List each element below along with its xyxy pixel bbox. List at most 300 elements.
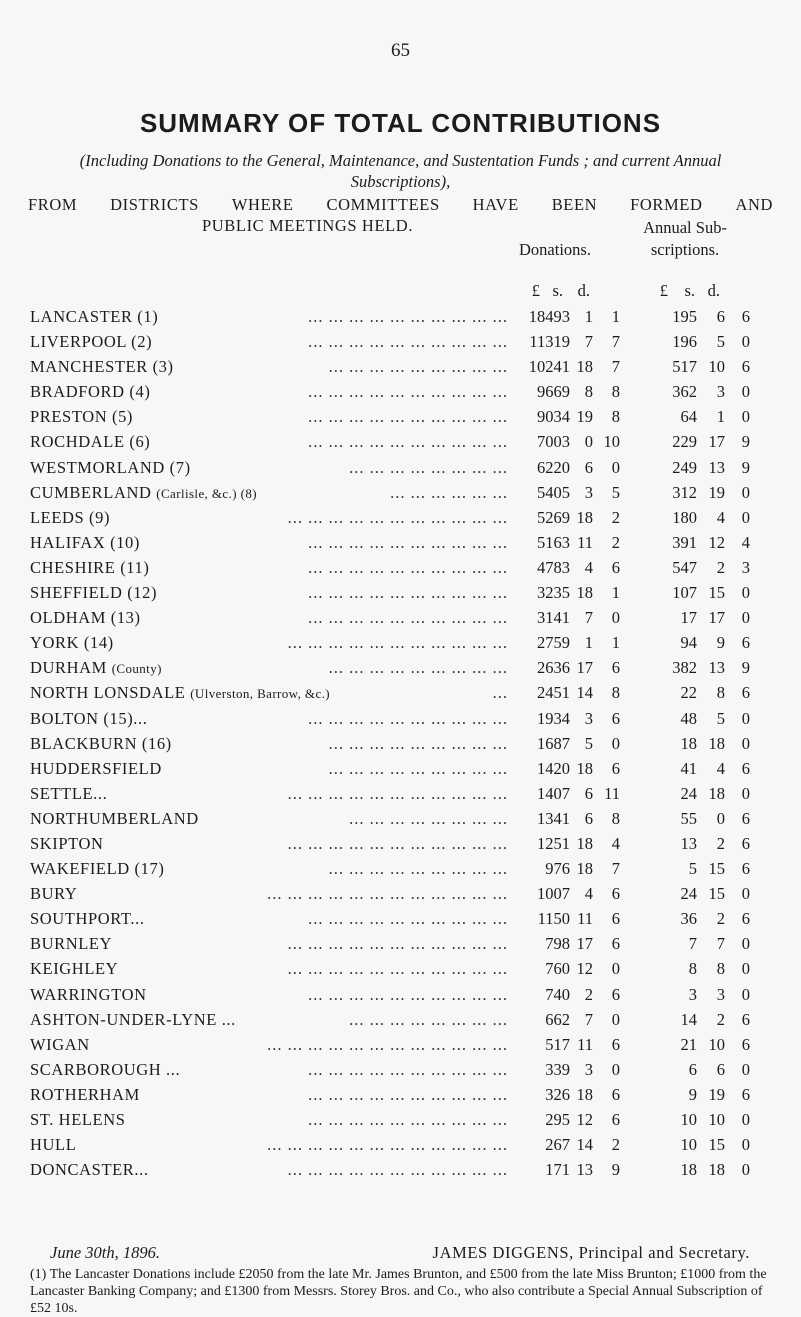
subscription-pounds: 391 [672,532,697,552]
donation-shillings: 11 [577,532,593,552]
subscription-shillings: 6 [716,307,725,326]
subscription-shillings: 10 [708,357,725,377]
district-name [30,781,107,806]
subscription-shillings: 9 [716,633,725,653]
donation-pence: 10 [603,432,620,452]
leader-dots: ... ... ... ... ... ... ... ... ... ... ... [287,783,508,803]
donation-pounds: 18493 [528,307,570,326]
leader-dots: ... ... ... ... ... ... ... ... ... ... [308,532,508,552]
district-name-main: CHESHIRE (11) [30,557,150,577]
subscription-pence: 6 [741,1009,750,1029]
subscription-pence: 9 [741,457,750,477]
donation-pounds: 5405 [537,482,570,502]
donation-pounds: 976 [545,859,570,879]
leader-dots: ... ... ... ... ... ... ... ... ... [328,733,508,753]
donation-pounds: 7003 [537,432,570,452]
donation-pounds: 6220 [537,457,570,477]
district-name [30,429,150,454]
subscription-shillings: 7 [716,934,725,954]
subscription-pounds: 3 [688,984,697,1004]
subscription-pounds: 517 [672,357,697,377]
districts-heading-word: BEEN [551,195,598,214]
district-name-main: SHEFFIELD (12) [30,583,158,603]
district-name [30,329,152,354]
col-head-subscriptions-1: Annual Sub- [643,218,727,237]
donation-pounds: 171 [545,1160,570,1180]
donation-shillings: 6 [584,457,593,477]
subscription-shillings: 3 [716,984,725,1004]
district-name-detail: (County) [111,661,162,677]
subscription-shillings: 0 [716,808,725,828]
donation-pence: 0 [611,457,620,477]
subscription-pence: 0 [741,1059,750,1079]
donation-shillings: 6 [584,783,593,803]
subscription-pounds: 41 [680,758,697,778]
subscription-shillings: 6 [716,1059,725,1079]
district-name [30,881,77,906]
district-name-main: LEEDS (9) [30,507,111,527]
subscription-pence: 0 [741,1160,750,1180]
subscription-pence: 6 [741,307,750,326]
subscription-pence: 0 [741,984,750,1004]
donation-shillings: 14 [576,683,593,703]
subscription-pence: 6 [741,1034,750,1054]
subscription-shillings: 15 [708,884,725,904]
subscription-pounds: 21 [680,1034,697,1054]
donation-pence: 8 [611,382,620,402]
donation-pence: 7 [611,859,620,879]
donation-pounds: 1150 [537,909,570,929]
donation-pence: 8 [611,683,620,703]
subscription-pence: 0 [741,482,750,502]
district-name-main: LANCASTER (1) [30,307,159,326]
donation-pounds: 339 [545,1059,570,1079]
donation-pence: 2 [611,507,620,527]
subscription-pence: 3 [741,557,750,577]
district-name-main: BLACKBURN (16) [30,733,172,753]
subscription-pence: 0 [741,507,750,527]
subscription-shillings: 18 [708,1160,725,1180]
subscription-pence: 0 [741,608,750,628]
district-name [30,1132,76,1157]
subscription-shillings: 4 [716,507,725,527]
donation-shillings: 18 [576,507,593,527]
donation-pounds: 3141 [537,608,570,628]
donation-pence: 11 [604,783,620,803]
donation-pence: 2 [611,1135,620,1155]
district-name-detail: (Ulverston, Barrow, &c.) [190,686,330,702]
subscription-shillings: 3 [716,382,725,402]
donation-pence: 6 [611,884,620,904]
subscription-pence: 0 [741,884,750,904]
district-name-main: SCARBOROUGH ... [30,1059,181,1079]
subscription-pounds: 13 [680,833,697,853]
subscription-pounds: 362 [672,382,697,402]
donation-shillings: 11 [577,1034,593,1054]
subscription-pence: 9 [741,658,750,678]
leader-dots: ... ... ... ... ... ... ... ... ... ... [308,909,508,929]
subscription-pence: 0 [741,332,750,352]
subscription-shillings: 12 [708,532,725,552]
subscription-pounds: 107 [672,583,697,603]
subscription-shillings: 15 [708,859,725,879]
donation-shillings: 13 [576,1160,593,1180]
leader-dots: ... ... ... ... ... ... ... ... ... ... [308,984,508,1004]
subscription-shillings: 18 [708,783,725,803]
district-name [30,379,150,404]
subscription-pounds: 10 [680,1110,697,1129]
district-name-main: SOUTHPORT... [30,909,145,929]
donation-pounds: 295 [545,1110,570,1129]
subscription-shillings: 8 [716,683,725,703]
subscription-pounds: 22 [680,683,697,703]
subscription-pence: 6 [741,859,750,879]
leader-dots: ... ... ... ... ... ... ... ... ... ... ... [287,507,508,527]
district-name [30,1032,90,1057]
district-name-main: WIGAN [30,1034,90,1054]
district-name [30,1157,149,1182]
donation-shillings: 18 [576,758,593,778]
subscription-shillings: 19 [708,1084,725,1104]
donation-pence: 6 [611,1034,620,1054]
donation-pounds: 3235 [537,583,570,603]
subscription-shillings: 17 [708,432,725,452]
district-name [30,505,110,530]
donation-shillings: 1 [584,307,593,326]
subscription-pence: 9 [741,432,750,452]
unit-don-pence: d. [577,281,590,300]
subscription-pounds: 547 [672,557,697,577]
district-name-detail: (Carlisle, &c.) (8) [156,485,257,501]
donation-pounds: 798 [545,934,570,954]
leader-dots: ... ... ... ... ... ... ... ... [349,808,508,828]
donation-pence: 1 [611,307,620,326]
subscription-pence: 0 [741,783,750,803]
donation-shillings: 4 [584,884,593,904]
donation-shillings: 7 [584,608,593,628]
subscription-shillings: 17 [708,608,725,628]
subscription-pence: 0 [741,382,750,402]
districts-heading-word: HAVE [472,195,519,214]
donation-pounds: 5269 [537,507,570,527]
district-name [30,404,133,429]
district-name-main: HALIFAX (10) [30,532,141,552]
district-name [30,706,148,731]
signature-line [50,1243,750,1263]
subscription-shillings: 15 [708,583,725,603]
district-name-main: BURY [30,884,78,904]
page-number: 65 [391,40,410,61]
subscription-shillings: 5 [716,708,725,728]
districts-heading-word: WHERE [231,195,294,214]
leader-dots: ... ... ... ... ... ... ... ... ... ... [308,608,508,628]
leader-dots: ... ... ... ... ... ... ... ... ... ... [308,1059,508,1079]
district-name [30,630,114,655]
donation-shillings: 11 [577,909,593,929]
donation-pounds: 2759 [537,633,570,653]
signature-name: JAMES DIGGENS, Principal and Secretary. [432,1243,750,1262]
donation-shillings: 12 [576,959,593,979]
donation-pounds: 1007 [537,884,570,904]
donation-shillings: 18 [576,583,593,603]
subscription-pence: 6 [741,1084,750,1104]
donation-shillings: 18 [576,1084,593,1104]
district-name [30,530,140,555]
donation-shillings: 0 [584,432,593,452]
district-name [30,1057,180,1082]
district-name-main: HUDDERSFIELD [30,758,162,778]
donation-pence: 8 [611,407,620,427]
donation-pounds: 1420 [537,758,570,778]
district-name [30,354,174,379]
subscription-pounds: 312 [672,482,697,502]
donation-shillings: 5 [584,733,593,753]
subscription-pence: 6 [741,758,750,778]
leader-dots: ... ... ... ... ... ... ... ... ... [328,758,508,778]
unit-don-shillings: s. [552,281,563,300]
donation-pence: 6 [611,658,620,678]
donation-pounds: 1251 [537,833,570,853]
leader-dots: ... ... ... ... ... ... ... ... ... [328,658,508,678]
donation-shillings: 6 [584,808,593,828]
subscription-pounds: 48 [680,708,697,728]
donation-pounds: 326 [545,1084,570,1104]
leader-dots: ... ... ... ... ... ... ... ... ... ... ... [287,934,508,954]
col-head-subscriptions-2: scriptions. [650,240,720,259]
donation-pence: 6 [611,934,620,954]
subtitle: (Including Donations to the General, Maintenance, and Sustentation Funds ; and current Annual Subscriptions), [79,151,722,191]
subscription-shillings: 2 [716,909,725,929]
subscription-shillings: 2 [716,833,725,853]
district-name [30,680,330,706]
subscription-shillings: 15 [708,1135,725,1155]
donation-pence: 6 [611,557,620,577]
subscription-pounds: 18 [680,733,697,753]
donation-shillings: 3 [584,1059,593,1079]
leader-dots: ... ... ... ... ... ... ... ... ... ... ... ... [267,1135,508,1155]
leader-dots: ... ... ... ... ... ... ... ... ... ... [308,708,508,728]
donation-pence: 6 [611,984,620,1004]
district-name [30,756,162,781]
leader-dots: ... ... ... ... ... ... ... ... ... ... ... ... [267,1034,508,1054]
subscription-shillings: 4 [716,758,725,778]
district-name-main: HULL [30,1135,77,1155]
district-name-main: BURNLEY [30,934,113,954]
donation-pence: 6 [611,1084,620,1104]
subscription-shillings: 5 [716,332,725,352]
district-name-main: SETTLE... [30,783,108,803]
districts-heading-word: COMMITTEES [326,195,440,214]
subscription-pence: 0 [741,1135,750,1155]
subscription-pence: 0 [741,407,750,427]
donation-pounds: 9669 [537,382,570,402]
district-name [30,480,257,506]
subscription-pence: 6 [741,909,750,929]
subscription-pence: 0 [741,959,750,979]
district-name-main: LIVERPOOL (2) [30,332,153,352]
leader-dots: ... ... ... ... ... ... ... ... ... [328,859,508,879]
district-name-main: NORTHUMBERLAND [30,808,199,828]
donation-shillings: 2 [584,984,593,1004]
donation-shillings: 4 [584,557,593,577]
district-name-main: OLDHAM (13) [30,608,141,628]
donation-pounds: 517 [545,1034,570,1054]
leader-dots: ... ... ... ... ... ... ... ... ... ... [308,407,508,427]
donation-pence: 6 [611,708,620,728]
district-name-main: DURHAM [30,658,107,678]
district-name [30,931,112,956]
donation-pounds: 740 [545,984,570,1004]
subscription-pence: 6 [741,808,750,828]
subscription-pence: 6 [741,833,750,853]
donation-shillings: 18 [576,859,593,879]
donation-pence: 6 [611,758,620,778]
leader-dots: ... ... ... ... ... ... ... ... ... ... ... ... [267,884,508,904]
donation-shillings: 3 [584,708,593,728]
donation-pence: 0 [611,733,620,753]
subscription-shillings: 13 [708,658,725,678]
leader-dots: ... ... ... ... ... ... [390,482,508,502]
district-name [30,856,164,881]
signature-date: June 30th, 1896. [50,1243,160,1262]
donation-shillings: 14 [576,1135,593,1155]
districts-heading-word: FORMED [630,195,703,214]
subscription-pence: 6 [741,357,750,377]
subscription-shillings: 2 [716,557,725,577]
donation-pence: 2 [611,532,620,552]
district-name-main: DONCASTER... [30,1160,149,1180]
subscription-shillings: 2 [716,1009,725,1029]
subscription-shillings: 13 [708,457,725,477]
subscription-pounds: 64 [680,407,697,427]
subscription-pounds: 195 [672,307,697,326]
donation-pounds: 1687 [537,733,570,753]
leader-dots: ... ... ... ... ... ... ... ... [349,457,508,477]
district-name-main: SKIPTON [30,833,104,853]
district-name-main: KEIGHLEY [30,959,119,979]
districts-heading-line2: PUBLIC MEETINGS HELD. [202,216,414,235]
leader-dots: ... ... ... ... ... ... ... ... ... ... [308,583,508,603]
district-name [30,956,118,981]
district-name-main: YORK (14) [30,633,114,653]
leader-dots: ... ... ... ... ... ... ... ... ... ... [308,307,508,326]
district-name-main: BOLTON (15)... [30,708,148,728]
footnote: (1) The Lancaster Donations include £2050 from the late Mr. James Brunton, and £500 from the late Miss Brunton; £1000 from the Lancaster Banking Company; and £1300 from Messrs. Storey Bros. and Co., who also contribute a Special Annual Subscription of £52 10s. [30,1267,767,1316]
subscription-pounds: 7 [688,934,697,954]
donation-pounds: 267 [545,1135,570,1155]
leader-dots: ... ... ... ... ... ... ... ... ... ... [308,432,508,452]
subscription-pence: 0 [741,583,750,603]
district-name-main: ROTHERHAM [30,1084,140,1104]
donation-pounds: 760 [545,959,570,979]
donation-pence: 9 [611,1160,620,1180]
subscription-shillings: 10 [708,1034,725,1054]
donation-pounds: 5163 [537,532,570,552]
leader-dots: ... ... ... ... ... ... ... ... ... ... ... [287,633,508,653]
subscription-pounds: 36 [680,909,697,929]
subscription-pounds: 24 [680,884,697,904]
donation-pounds: 4783 [537,557,570,577]
subscription-pounds: 10 [680,1135,697,1155]
district-name [30,1107,126,1132]
donation-shillings: 1 [584,633,593,653]
donation-pence: 7 [611,357,620,377]
donation-pence: 7 [611,332,620,352]
leader-dots: ... ... ... ... ... ... ... ... ... ... [308,1084,508,1104]
subscription-pounds: 229 [672,432,697,452]
district-name [30,982,147,1007]
donation-pence: 0 [611,959,620,979]
subscription-pence: 4 [741,532,750,552]
subscription-pounds: 6 [688,1059,697,1079]
page-title: SUMMARY OF TOTAL CONTRIBUTIONS [139,108,662,138]
donation-pounds: 1341 [537,808,570,828]
district-name-main: ROCHDALE (6) [30,432,151,452]
donation-pounds: 1934 [537,708,570,728]
district-name [30,731,172,756]
subscription-pounds: 196 [672,332,697,352]
subscription-pence: 6 [741,633,750,653]
unit-don-pounds: £ [531,281,540,300]
subscription-pounds: 8 [688,959,697,979]
donation-shillings: 12 [576,1110,593,1129]
district-name-main: WARRINGTON [30,984,147,1004]
subscription-pounds: 18 [680,1160,697,1180]
district-name [30,1082,140,1107]
donation-shillings: 7 [584,1009,593,1029]
district-name-main: PRESTON (5) [30,407,134,427]
donation-pounds: 1407 [537,783,570,803]
subscription-pounds: 17 [680,608,697,628]
unit-sub-pounds: £ [659,281,668,300]
unit-sub-pence: d. [707,281,720,300]
district-name-main: NORTH LONSDALE [30,683,186,703]
subscription-pence: 6 [741,683,750,703]
subscription-shillings: 1 [716,407,725,427]
subscription-pounds: 24 [680,783,697,803]
district-name-main: ST. HELENS [30,1110,126,1129]
subscription-pounds: 9 [688,1084,697,1104]
leader-dots: ... ... ... ... ... ... ... ... ... ... [308,382,508,402]
leader-dots: ... ... ... ... ... ... ... ... ... ... ... [287,959,508,979]
district-name-main: WESTMORLAND (7) [30,457,191,477]
subscription-pounds: 249 [672,457,697,477]
donation-pence: 1 [611,633,620,653]
district-name-main: CUMBERLAND [30,482,152,502]
donation-shillings: 18 [576,833,593,853]
subscription-pence: 0 [741,708,750,728]
donation-pounds: 2636 [537,658,570,678]
district-name [30,806,199,831]
district-name [30,1007,236,1032]
donation-shillings: 3 [584,482,593,502]
subscription-pounds: 14 [680,1009,697,1029]
subscription-pounds: 5 [688,859,697,879]
subscription-pence: 0 [741,1110,750,1129]
donation-shillings: 18 [576,357,593,377]
col-head-donations: Donations. [519,240,591,259]
district-name [30,655,162,681]
subscription-pounds: 94 [680,633,697,653]
donation-shillings: 17 [576,658,593,678]
donation-shillings: 19 [576,407,593,427]
donation-pence: 0 [611,608,620,628]
district-name-main: WAKEFIELD (17) [30,859,165,879]
district-name [30,906,145,931]
leader-dots: ... ... ... ... ... ... ... ... ... ... [308,1110,508,1129]
district-name [30,580,157,605]
district-name [30,455,191,480]
